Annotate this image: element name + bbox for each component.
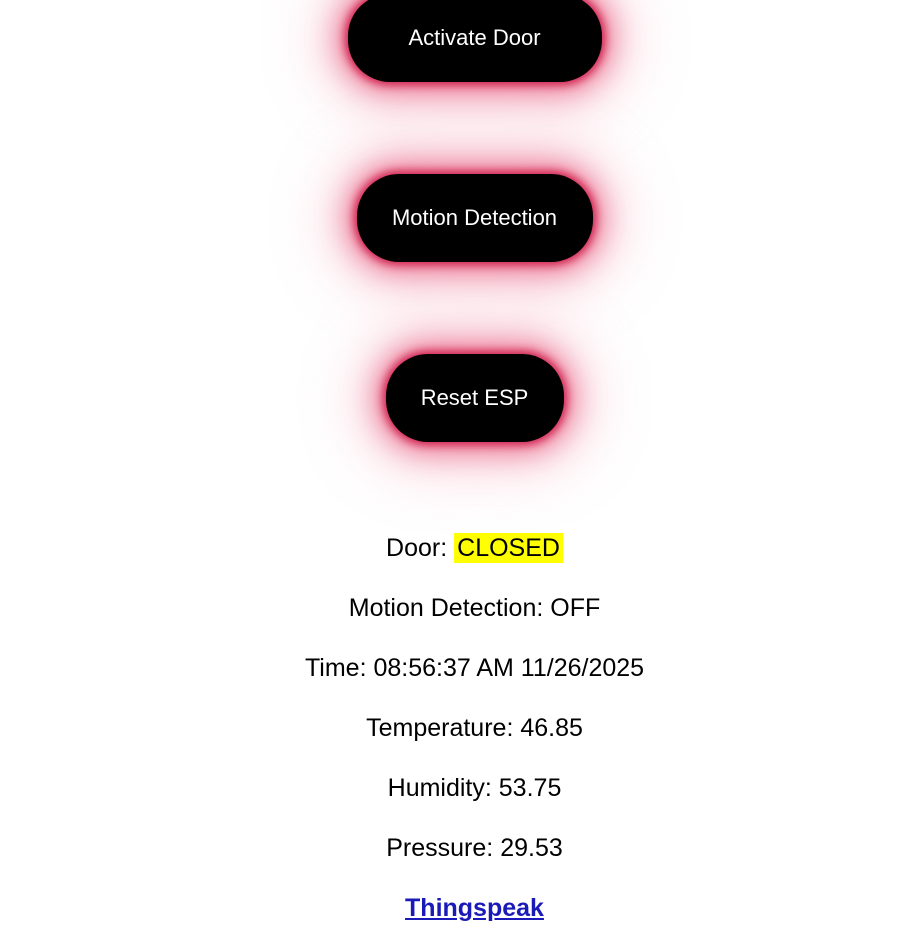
link-line (27, 893, 922, 923)
pressure-status-line (27, 833, 922, 863)
humidity-status-line (27, 773, 922, 803)
temperature-status-label: Temperature: (366, 714, 514, 742)
door-status-line (27, 533, 922, 563)
activate-door-button[interactable]: Activate Door (348, 0, 602, 82)
time-status-line (27, 653, 922, 683)
thingspeak-link[interactable]: Thingspeak (405, 894, 544, 922)
time-status-value: 08:56:37 AM 11/26/2025 (373, 654, 645, 682)
temperature-status-value: 46.85 (520, 714, 583, 742)
temperature-status-line (27, 713, 922, 743)
humidity-status-label: Humidity: (387, 774, 492, 802)
humidity-status-value: 53.75 (498, 774, 562, 802)
pressure-status-value: 29.53 (500, 834, 563, 862)
motion-status-label: Motion Detection: (348, 594, 544, 622)
reset-esp-button[interactable]: Reset ESP (386, 354, 564, 442)
motion-status-line (27, 593, 922, 623)
button-group (27, 0, 922, 442)
motion-detection-button[interactable]: Motion Detection (357, 174, 593, 262)
pressure-status-label: Pressure: (386, 834, 494, 862)
status-section (27, 442, 922, 923)
time-status-label: Time: (304, 654, 367, 682)
door-status-value: CLOSED (454, 533, 563, 563)
door-status-label: Door: (386, 534, 448, 562)
motion-status-value: OFF (550, 594, 601, 622)
